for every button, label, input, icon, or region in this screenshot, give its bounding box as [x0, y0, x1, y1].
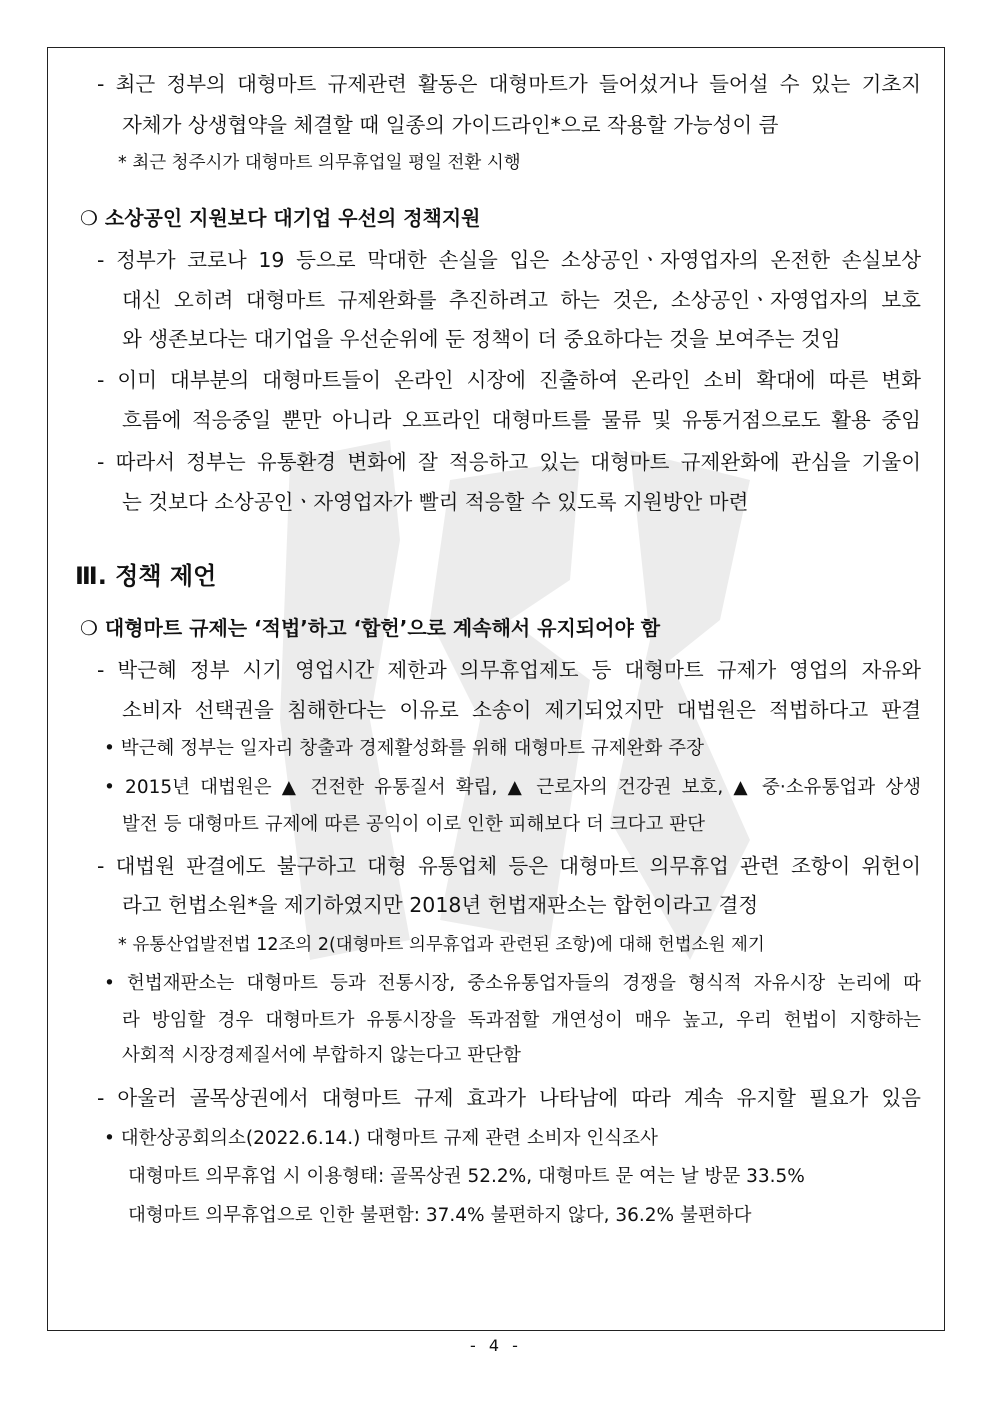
text-line: 발전 등 대형마트 규제에 따른 공익이 이로 인한 피해보다 더 크다고 판단 — [122, 814, 705, 835]
bullet-dash-item: - 최근 정부의 대형마트 규제관련 활동은 대형마트가 들어섰거나 들어설 수 있는 기초지 — [97, 72, 921, 96]
survey-result-line: 대형마트 의무휴업으로 인한 불편함: 37.4% 불편하지 않다, 36.2% 불편하다 — [128, 1205, 752, 1226]
text-line: 는 것보다 소상공인ㆍ자영업자가 빨리 적응할 수 있도록 지원방안 마련 — [122, 490, 749, 514]
survey-result-line: 대형마트 의무휴업 시 이용형태: 골목상권 52.2%, 대형마트 문 여는 날 방문 33.5% — [128, 1166, 805, 1187]
bullet-dot-item: • 박근혜 정부는 일자리 창출과 경제활성화를 위해 대형마트 규제완화 주장 — [104, 738, 704, 759]
bullet-dash-item: - 아울러 골목상권에서 대형마트 규제 효과가 나타남에 따라 계속 유지할 필요가 있음 — [97, 1086, 921, 1110]
bullet-dash-item: - 대법원 판결에도 불구하고 대형 유통업체 등은 대형마트 의무휴업 관련 조항이 위헌이 — [97, 854, 921, 878]
bullet-dash-item: - 정부가 코로나 19 등으로 막대한 손실을 입은 소상공인ㆍ자영업자의 온전한 손실보상 — [97, 248, 921, 272]
text-line: 소비자 선택권을 침해한다는 이유로 소송이 제기되었지만 대법원은 적법하다고 판결 — [122, 698, 921, 722]
text-line: 와 생존보다는 대기업을 우선순위에 둔 정책이 더 중요하다는 것을 보여주는 것임 — [122, 327, 841, 351]
text-line: 라고 헌법소원*을 제기하였지만 2018년 헌법재판소는 합헌이라고 결정 — [122, 893, 759, 917]
section-title: Ⅲ. 정책 제언 — [75, 562, 217, 590]
bullet-dash-item: - 따라서 정부는 유통환경 변화에 잘 적응하고 있는 대형마트 규제완화에 관심을 기울이 — [97, 450, 921, 474]
text-line: 사회적 시장경제질서에 부합하지 않는다고 판단함 — [122, 1045, 521, 1066]
bullet-dash-item: - 박근혜 정부 시기 영업시간 제한과 의무휴업제도 등 대형마트 규제가 영업의 자유와 — [97, 658, 921, 682]
section-heading: ❍ 대형마트 규제는 ‘적법’하고 ‘합헌’으로 계속해서 유지되어야 함 — [80, 616, 661, 640]
bullet-dot-item: • 헌법재판소는 대형마트 등과 전통시장, 중소유통업자들의 경쟁을 형식적 자유시장 논리에 따 — [104, 973, 921, 994]
bullet-dot-item: • 2015년 대법원은 ▲ 건전한 유통질서 확립, ▲ 근로자의 건강권 보호, ▲ 중·소유통업과 상생 — [104, 777, 921, 798]
text-line: 라 방임할 경우 대형마트가 유통시장을 독과점할 개연성이 매우 높고, 우리 헌법이 지향하는 — [122, 1010, 921, 1031]
text-line: 흐름에 적응중일 뿐만 아니라 오프라인 대형마트를 물류 및 유통거점으로도 활용 중임 — [122, 408, 921, 432]
text-line: 대신 오히려 대형마트 규제완화를 추진하려고 하는 것은, 소상공인ㆍ자영업자의 보호 — [122, 288, 921, 312]
section-heading: ❍ 소상공인 지원보다 대기업 우선의 정책지원 — [80, 206, 481, 230]
bullet-dash-item: - 이미 대부분의 대형마트들이 온라인 시장에 진출하여 온라인 소비 확대에 따른 변화 — [97, 368, 921, 392]
bullet-dot-item: • 대한상공회의소(2022.6.14.) 대형마트 규제 관련 소비자 인식조사 — [104, 1128, 658, 1149]
footnote: * 최근 청주시가 대형마트 의무휴업일 평일 전환 시행 — [118, 153, 521, 173]
page-number: - 4 - — [470, 1336, 522, 1355]
text-line: 자체가 상생협약을 체결할 때 일종의 가이드라인*으로 작용할 가능성이 큼 — [122, 113, 779, 137]
footnote: * 유통산업발전법 12조의 2(대형마트 의무휴업과 관련된 조항)에 대해 헌법소원 제기 — [118, 935, 765, 955]
